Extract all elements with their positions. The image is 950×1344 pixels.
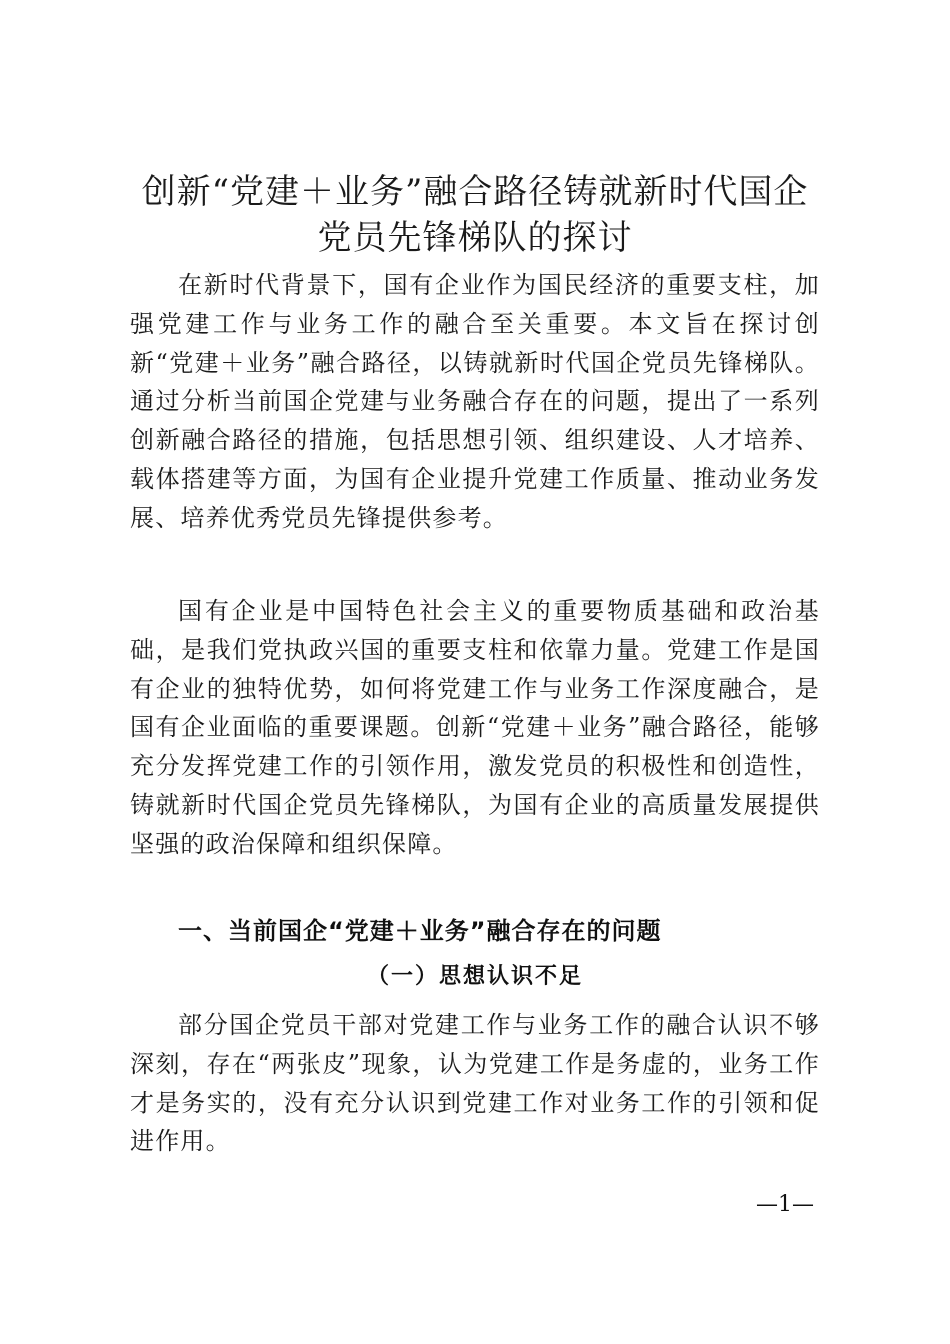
abstract-paragraph: 在新时代背景下，国有企业作为国民经济的重要支柱，加强党建工作与业务工作的融合至关重要。本文旨在探讨创新“党建＋业务”融合路径，以铸就新时代国企党员先锋梯队。通过分析当前国企党建与业务融合存在的问题，提出了一系列创新融合路径的措施，包括思想引领、组织建设、人才培养、载体搭建等方面，为国有企业提升党建工作质量、推动业务发展、培养优秀党员先锋提供参考。: [130, 271, 820, 532]
section-heading: 一、当前国企“党建＋业务”融合存在的问题: [178, 917, 662, 945]
body-paragraph: 部分国企党员干部对党建工作与业务工作的融合认识不够深刻，存在“两张皮”现象，认为党建工作是务虚的，业务工作才是务实的，没有充分认识到党建工作对业务工作的引领和促进作用。: [130, 1011, 820, 1156]
document-title-line-2: 党员先锋梯队的探讨: [317, 218, 633, 258]
document-title-line-1: 创新“党建＋业务”融合路径铸就新时代国企: [141, 172, 809, 212]
page-number: —1—: [756, 1192, 814, 1217]
subsection-heading: （一）思想认识不足: [366, 963, 583, 989]
introduction-paragraph: 国有企业是中国特色社会主义的重要物质基础和政治基础，是我们党执政兴国的重要支柱和依靠力量。党建工作是国有企业的独特优势，如何将党建工作与业务工作深度融合，是国有企业面临的重要课题。创新“党建＋业务”融合路径，能够充分发挥党建工作的引领作用，激发党员的积极性和创造性，铸就新时代国企党员先锋梯队，为国有企业的高质量发展提供坚强的政治保障和组织保障。: [130, 597, 820, 858]
